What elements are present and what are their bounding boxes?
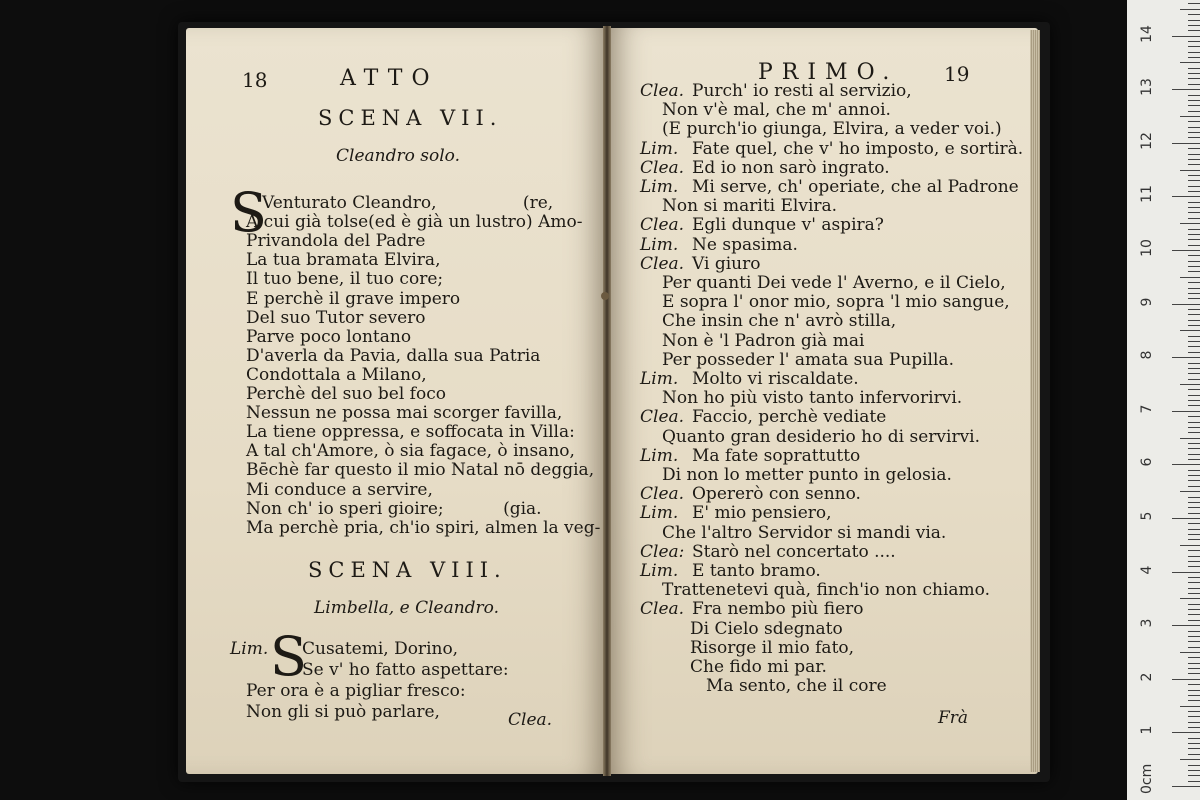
ruler-tick [1188,647,1200,648]
ruler-tick [1188,539,1200,540]
speaker-label: Clea. [640,253,685,274]
ruler-tick [1188,727,1200,728]
ruler-tick [1188,95,1200,96]
ruler-tick [1188,73,1200,74]
ruler-tick [1188,427,1200,428]
speaker-label: Lim. [640,138,679,159]
ruler-tick [1188,164,1200,165]
ruler-tick [1188,30,1200,31]
ruler-tick [1188,121,1200,122]
ruler-tick [1180,330,1200,331]
dialogue-line: E tanto bramo. [692,561,821,581]
ruler-tick [1180,223,1200,224]
ruler-tick [1188,561,1200,562]
verse-line: La tiene oppressa, e soffocata in Villa: [246,422,575,443]
scene-title: SCENA VIII. [308,558,507,582]
dialogue-line: E' mio pensiero, [692,503,832,524]
ruler-tick [1188,395,1200,396]
page-edges [1030,30,1040,772]
ruler-tick [1188,593,1200,594]
left-page [186,28,606,774]
ruler-tick [1188,432,1200,433]
dialogue-line: E sopra l' onor mio, sopra 'l mio sangue, [662,292,1010,313]
ruler-tick [1188,663,1200,664]
verse-line: A tal ch'Amore, ò sia fagace, ò insano, [246,441,575,462]
ruler-tick [1188,336,1200,337]
verse-line: Parve poco lontano [246,326,412,347]
ruler-number: 13 [1139,78,1155,97]
ruler-tick [1188,298,1200,299]
ruler-tick [1188,534,1200,535]
binding-hole [601,292,609,300]
ruler-tick [1188,588,1200,589]
ruler-tick [1188,513,1200,514]
ruler-tick [1188,738,1200,739]
measuring-ruler [1127,0,1200,800]
ruler-tick [1188,620,1200,621]
ruler-tick [1188,207,1200,208]
ruler-tick [1172,572,1200,573]
dialogue-line: Ma fate soprattutto [692,445,861,466]
dialogue-line: Faccio, perchè vediate [692,407,887,428]
ruler-tick [1188,159,1200,160]
speaker-label: Clea: [640,541,685,562]
ruler-tick [1188,770,1200,771]
speaker-label: Lim. [230,639,269,659]
ruler-tick [1188,261,1200,262]
ruler-tick [1188,293,1200,294]
ruler-tick [1188,609,1200,610]
ruler-tick [1188,78,1200,79]
verse-line: La tua bramata Elvira, [246,250,441,271]
verse-line: Ma perchè pria, ch'io spiri, almen la veg- [246,517,601,538]
catchword: Clea. [508,710,553,730]
verse-line: Privandola del Padre [246,231,426,252]
ruler-tick [1188,266,1200,267]
ruler-tick [1188,400,1200,401]
ruler-tick [1188,57,1200,58]
ruler-tick [1188,105,1200,106]
scene-characters: Cleandro solo. [336,146,460,166]
ruler-tick [1180,170,1200,171]
ruler-tick [1188,368,1200,369]
ruler-number: 14 [1139,24,1155,43]
ruler-tick [1172,518,1200,519]
ruler-tick [1188,271,1200,272]
speaker-label: Clea. [640,599,685,620]
drop-cap: S [230,181,267,244]
ruler-tick [1188,657,1200,658]
ruler-tick [1188,148,1200,149]
dialogue-line: Ma sento, che il core [706,676,887,697]
dialogue-line: Ed io non sarò ingrato. [692,157,890,178]
verse-line: Bēchè far questo il mio Natal nō deggia, [246,460,595,481]
ruler-tick [1188,68,1200,69]
ruler-tick [1188,475,1200,476]
ruler-tick [1172,732,1200,733]
verse-line: Venturato Cleandro, (re, [262,193,554,213]
ruler-tick [1188,379,1200,380]
ruler-tick [1188,673,1200,674]
ruler-tick [1172,250,1200,251]
speaker-label: Clea. [640,215,685,236]
scene-characters: Limbella, e Cleandro. [314,598,500,618]
ruler-tick [1180,652,1200,653]
ruler-tick [1188,641,1200,642]
ruler-tick [1188,443,1200,444]
ruler-tick [1188,218,1200,219]
ruler-tick [1188,550,1200,551]
ruler-tick [1188,507,1200,508]
ruler-tick [1188,352,1200,353]
ruler-tick [1188,716,1200,717]
dialogue-line: Mi serve, ch' operiate, che al Padrone [692,177,1019,197]
ruler-tick [1188,614,1200,615]
dialogue-line: Purch' io resti al servizio, [692,81,912,101]
ruler-tick [1188,470,1200,471]
verse-line: Se v' ho fatto aspettare: [302,660,509,680]
ruler-number: 6 [1139,457,1155,467]
dialogue-line: Ne spasima. [692,234,798,255]
dialogue-line: Egli dunque v' aspira? [692,215,884,236]
ruler-tick [1188,111,1200,112]
dialogue-line: Quanto gran desiderio ho di servirvi. [662,426,981,447]
ruler-tick [1188,711,1200,712]
ruler-tick [1188,722,1200,723]
ruler-tick [1188,775,1200,776]
ruler-tick [1180,759,1200,760]
dialogue-line: Starò nel concertato .... [692,541,896,562]
ruler-number: 2 [1139,672,1155,682]
ruler-tick [1188,175,1200,176]
ruler-number: 4 [1139,565,1155,575]
verse-line: Perchè del suo bel foco [246,384,446,404]
dialogue-line: Di non lo metter punto in gelosia. [662,465,952,485]
ruler-tick [1180,62,1200,63]
book-gutter [603,26,611,776]
ruler-tick [1188,566,1200,567]
ruler-tick [1188,604,1200,605]
ruler-tick [1188,52,1200,53]
dialogue-line: Che fido mi par. [690,657,827,677]
verse-line: Il tuo bene, il tuo core; [246,269,444,290]
ruler-number: 10 [1139,239,1155,257]
ruler-tick [1188,229,1200,230]
ruler-tick [1172,36,1200,37]
ruler-tick [1188,186,1200,187]
ruler-tick [1188,282,1200,283]
ruler-tick [1188,454,1200,455]
ruler-tick [1188,389,1200,390]
ruler-tick [1180,116,1200,117]
dialogue-line: Che insin che n' avrò stilla, [662,311,897,332]
dialogue-line: Molto vi riscaldate. [692,369,859,389]
speaker-label: Lim. [640,369,679,389]
ruler-tick [1188,422,1200,423]
speaker-label: Lim. [640,503,679,524]
ruler-tick [1188,781,1200,782]
ruler-tick [1188,212,1200,213]
ruler-tick [1172,786,1200,787]
ruler-tick [1188,127,1200,128]
ruler-tick [1188,502,1200,503]
ruler-tick [1188,255,1200,256]
verse-line: Mi conduce a servire, [246,479,433,500]
ruler-tick [1188,529,1200,530]
ruler-tick [1188,695,1200,696]
ruler-number: 1 [1139,725,1155,735]
ruler-tick [1180,598,1200,599]
ruler-tick [1172,89,1200,90]
dialogue-line: Per posseder l' amata sua Pupilla. [662,349,954,370]
ruler-tick [1188,765,1200,766]
dialogue-line: Vi giuro [692,253,761,274]
ruler-tick [1188,373,1200,374]
dialogue-line: Non v'è mal, che m' annoi. [662,100,891,121]
ruler-tick [1188,314,1200,315]
dialogue-line: Non ho più visto tanto infervorirvi. [662,388,963,409]
ruler-tick [1188,497,1200,498]
verse-line: Del suo Tutor severo [246,307,426,328]
ruler-tick [1188,341,1200,342]
ruler-tick [1188,325,1200,326]
page-number: 18 [242,68,268,92]
verse-line: Cusatemi, Dorino, [302,639,459,659]
speaker-label: Lim. [640,445,679,466]
ruler-tick [1188,582,1200,583]
ruler-tick [1188,363,1200,364]
ruler-tick [1172,143,1200,144]
verse-line: Non gli si può parlare, [246,702,440,722]
ruler-tick [1188,132,1200,133]
ruler-tick [1188,684,1200,685]
ruler-tick [1188,405,1200,406]
ruler-number: 12 [1139,131,1155,150]
ruler-tick [1188,46,1200,47]
ruler-tick [1188,486,1200,487]
speaker-label: Lim. [640,177,679,197]
dialogue-line: Non si mariti Elvira. [662,196,838,217]
ruler-tick [1188,20,1200,21]
drop-cap: S [270,625,307,688]
ruler-tick [1172,625,1200,626]
ruler-tick [1188,41,1200,42]
ruler-tick [1188,556,1200,557]
ruler-tick [1188,191,1200,192]
dialogue-line: Per quanti Dei vede l' Averno, e il Cielo, [662,273,1006,293]
verse-line: A cui già tolse(ed è già un lustro) Amo- [246,212,583,233]
ruler-tick [1188,202,1200,203]
ruler-tick [1188,3,1200,4]
verse-line: Per ora è a pigliar fresco: [246,681,466,701]
ruler-tick [1188,743,1200,744]
ruler-tick [1188,84,1200,85]
ruler-tick [1188,754,1200,755]
ruler-tick [1172,464,1200,465]
ruler-number: 5 [1139,511,1155,521]
ruler-tick [1188,320,1200,321]
ruler-tick [1172,411,1200,412]
dialogue-line: Non è 'l Padron già mai [662,330,865,351]
speaker-label: Clea. [640,157,685,178]
ruler-tick [1188,748,1200,749]
ruler-tick [1188,631,1200,632]
ruler-tick [1188,416,1200,417]
ruler-tick [1172,304,1200,305]
ruler-tick [1188,636,1200,637]
ruler-tick [1188,523,1200,524]
ruler-tick [1188,480,1200,481]
ruler-tick [1172,357,1200,358]
dialogue-line: Di Cielo sdegnato [690,618,843,639]
running-head: ATTO [340,66,439,91]
ruler-tick [1188,239,1200,240]
verse-line: Non ch' io speri gioire; (gia. [246,498,542,519]
dialogue-line: Opererò con senno. [692,484,861,505]
speaker-label: Clea. [640,81,685,101]
verse-line: E perchè il grave impero [246,288,461,309]
running-head: PRIMO. [758,60,899,85]
ruler-tick [1188,309,1200,310]
ruler-tick [1188,234,1200,235]
ruler-tick [1180,438,1200,439]
scene-title: SCENA VII. [318,106,503,130]
speaker-label: Clea. [640,484,685,505]
ruler-tick [1188,577,1200,578]
ruler-tick [1188,346,1200,347]
page-number: 19 [944,62,970,86]
right-page [608,28,1038,774]
ruler-tick [1188,100,1200,101]
ruler-tick [1188,245,1200,246]
ruler-number: 7 [1139,404,1155,414]
dialogue-line: Fra nembo più fiero [692,599,864,620]
ruler-tick [1188,700,1200,701]
dialogue-line: Fate quel, che v' ho imposto, e sortirà. [692,138,1024,159]
ruler-tick [1188,25,1200,26]
ruler-tick [1180,545,1200,546]
verse-line: Condottala a Milano, [246,364,427,385]
ruler-tick [1180,277,1200,278]
ruler-tick [1188,448,1200,449]
catchword: Frà [938,708,969,728]
verse-line: Nessun ne possa mai scorger favilla, [246,403,563,424]
ruler-tick [1188,137,1200,138]
ruler-tick [1172,679,1200,680]
ruler-number: 8 [1139,350,1155,360]
dialogue-line: (E purch'io giunga, Elvira, a veder voi.) [662,119,1002,140]
ruler-tick [1188,180,1200,181]
ruler-tick [1188,668,1200,669]
ruler-tick [1188,690,1200,691]
ruler-number: 3 [1139,618,1155,628]
ruler-tick [1180,9,1200,10]
ruler-tick [1180,491,1200,492]
dialogue-line: Risorge il mio fato, [690,637,855,658]
ruler-unit-label: 0cm [1139,763,1155,794]
ruler-tick [1188,459,1200,460]
verse-line: D'averla da Pavia, dalla sua Patria [246,345,541,366]
speaker-label: Lim. [640,561,679,581]
ruler-tick [1188,14,1200,15]
ruler-tick [1188,154,1200,155]
ruler-tick [1180,384,1200,385]
dialogue-line: Trattenetevi quà, finch'io non chiamo. [662,580,990,601]
ruler-number: 9 [1139,297,1155,307]
ruler-number: 11 [1139,185,1155,204]
speaker-label: Lim. [640,234,679,255]
ruler-tick [1188,288,1200,289]
speaker-label: Clea. [640,407,685,428]
ruler-tick [1172,196,1200,197]
ruler-tick [1180,706,1200,707]
dialogue-line: Che l'altro Servidor si mandi via. [662,522,947,543]
